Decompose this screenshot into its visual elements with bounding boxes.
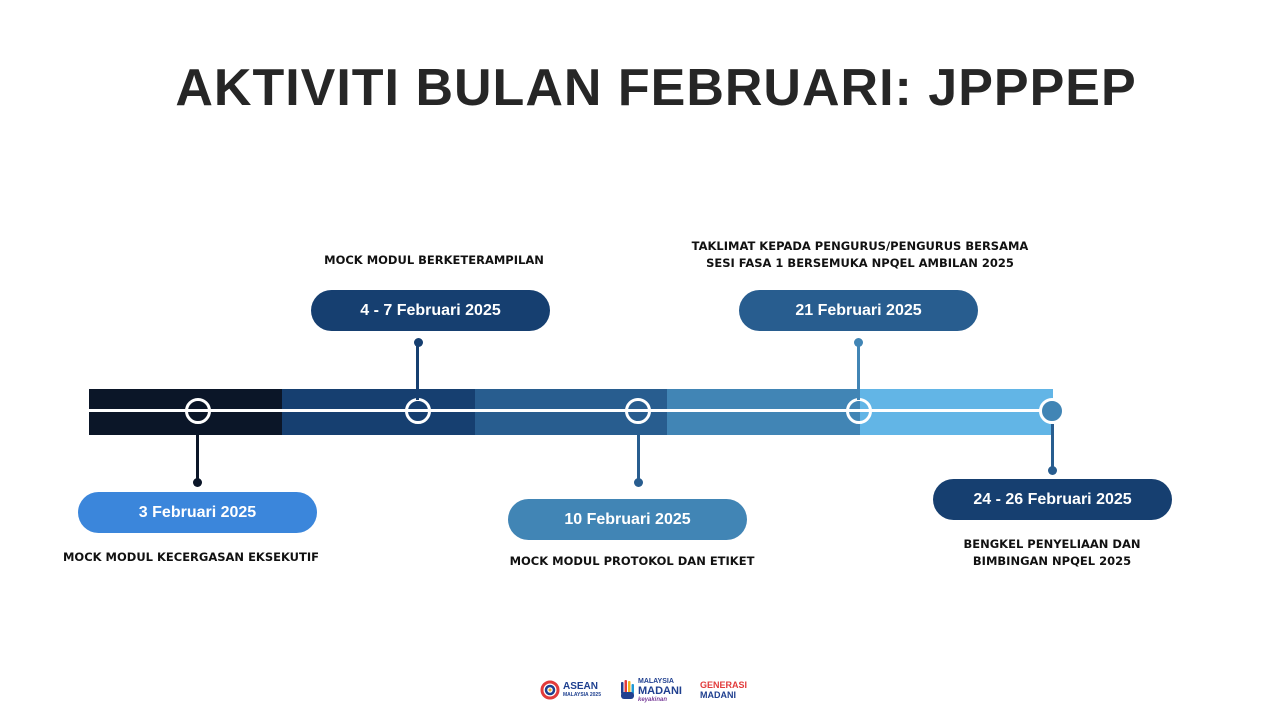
footer-logos	[540, 674, 747, 706]
timeline-dot-5	[1048, 466, 1057, 475]
timeline-node-2[interactable]	[405, 398, 431, 424]
malaysia-madani-hand-icon	[619, 679, 635, 701]
timeline-line	[89, 409, 1053, 412]
malaysia-madani-logo	[619, 678, 682, 703]
timeline-stem-3	[637, 424, 640, 481]
generasi-madani-subtext: MADANI	[699, 690, 736, 700]
timeline-segment-2	[282, 389, 475, 435]
timeline-node-4[interactable]	[846, 398, 872, 424]
timeline-node-1[interactable]	[185, 398, 211, 424]
timeline-stem-4	[857, 344, 860, 400]
asean-ring-icon	[540, 680, 560, 700]
timeline-dot-4	[854, 338, 863, 347]
event-date-pill-2: 4 - 7 Februari 2025	[311, 290, 550, 331]
malaysia-logo-text: MALAYSIA	[637, 677, 674, 685]
keyakinan-logo-text: keyakinan	[637, 696, 668, 703]
event-description-5: BENGKEL PENYELIAAN DAN BIMBINGAN NPQEL 2025	[963, 537, 1141, 568]
timeline-segment-5	[860, 389, 1053, 435]
timeline-dot-1	[193, 478, 202, 487]
event-description-1: MOCK MODUL KECERGASAN EKSEKUTIF	[62, 550, 319, 564]
asean-malaysia-logo	[540, 680, 601, 700]
asean-logo-text: ASEAN	[563, 681, 599, 692]
event-description-3: MOCK MODUL PROTOKOL DAN ETIKET	[509, 554, 755, 568]
timeline-dot-3	[634, 478, 643, 487]
event-description-2: MOCK MODUL BERKETERAMPILAN	[324, 253, 544, 267]
generasi-madani-logo	[700, 680, 747, 700]
asean-logo-subtext: MALAYSIA 2025	[563, 692, 601, 698]
generasi-madani-wordmark: GENERASI	[699, 680, 747, 690]
timeline-node-5[interactable]	[1039, 398, 1065, 424]
timeline-stem-5	[1051, 424, 1054, 470]
timeline-stem-2	[416, 344, 419, 400]
event-date-pill-4: 21 Februari 2025	[739, 290, 978, 331]
madani-logo-text: MADANI	[637, 684, 682, 697]
event-date-pill-1: 3 Februari 2025	[78, 492, 317, 533]
timeline-dot-2	[414, 338, 423, 347]
timeline-segment-4	[667, 389, 860, 435]
timeline-stem-1	[196, 424, 199, 480]
timeline-node-3[interactable]	[625, 398, 651, 424]
timeline-bar	[89, 389, 1053, 435]
event-date-pill-3: 10 Februari 2025	[508, 499, 747, 540]
event-date-pill-5: 24 - 26 Februari 2025	[933, 479, 1172, 520]
page-title: AKTIVITI BULAN FEBRUARI: JPPPEP	[175, 59, 1137, 117]
event-description-4: TAKLIMAT KEPADA PENGURUS/PENGURUS BERSAMA SESI FASA 1 BERSEMUKA NPQEL AMBILAN 2025	[691, 239, 1029, 270]
